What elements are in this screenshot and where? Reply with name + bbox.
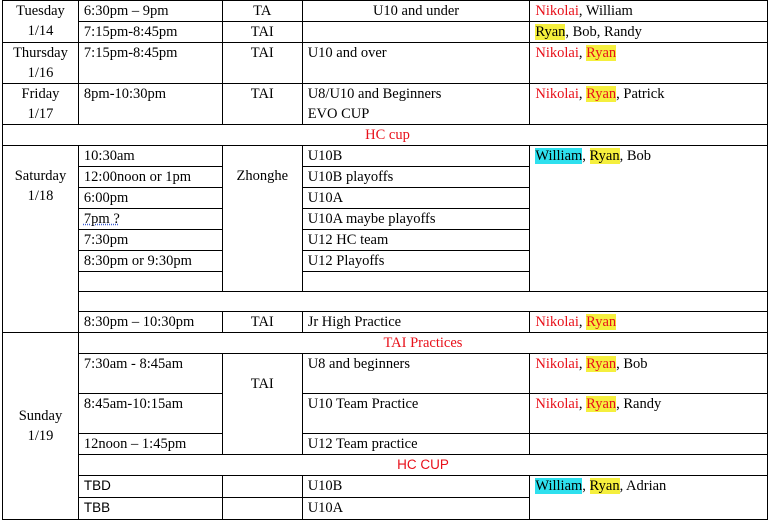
group-cell: U10B playoffs xyxy=(302,167,530,188)
location-cell: TAI xyxy=(222,43,302,84)
time-cell: 7:15pm-8:45pm xyxy=(78,22,222,43)
time-cell: TBB xyxy=(78,498,222,520)
table-row xyxy=(3,434,768,455)
time-cell: 7pm ? xyxy=(78,209,222,230)
coaches-cell: Nikolai, Ryan xyxy=(530,43,768,84)
section-header-row xyxy=(3,455,768,476)
coaches-cell: Nikolai, Ryan, Bob xyxy=(530,354,768,394)
schedule-table xyxy=(2,0,768,520)
time-cell: 6:30pm – 9pm xyxy=(78,1,222,22)
time-cell: 8:30pm – 10:30pm xyxy=(78,312,222,333)
day-cell: Sunday 1/19 xyxy=(3,333,79,520)
location-cell: TAI xyxy=(222,22,302,43)
time-cell: 12noon – 1:45pm xyxy=(78,434,222,455)
section-header-hc-cup: HC CUP xyxy=(78,455,767,476)
time-cell: 7:15pm-8:45pm xyxy=(78,43,222,84)
group-cell: U8/U10 and Beginners EVO CUP xyxy=(302,84,530,125)
location-cell: TAI xyxy=(222,312,302,333)
table-row xyxy=(3,1,768,22)
time-cell xyxy=(78,272,222,292)
coaches-cell: William, Ryan, Adrian xyxy=(530,476,768,520)
time-cell: TBD xyxy=(78,476,222,498)
group-cell: Jr High Practice xyxy=(302,312,530,333)
table-row xyxy=(3,354,768,394)
group-cell: U10 and under xyxy=(302,1,530,22)
table-row xyxy=(3,146,768,167)
time-cell: 6:00pm xyxy=(78,188,222,209)
group-cell: U10 and over xyxy=(302,43,530,84)
group-cell: U10 Team Practice xyxy=(302,394,530,434)
group-cell: U12 Team practice xyxy=(302,434,530,455)
time-cell: 8pm-10:30pm xyxy=(78,84,222,125)
group-cell: U10A xyxy=(302,188,530,209)
group-cell: U12 HC team xyxy=(302,230,530,251)
table-row xyxy=(3,312,768,333)
group-cell: U10A xyxy=(302,498,530,520)
time-cell: 7:30am - 8:45am xyxy=(78,354,222,394)
day-cell: Tuesday 1/14 xyxy=(3,1,79,43)
table-row xyxy=(3,22,768,43)
location-cell: TAI xyxy=(222,354,302,455)
table-row xyxy=(3,43,768,84)
table-row xyxy=(3,476,768,498)
coaches-cell: William, Ryan, Bob xyxy=(530,146,768,292)
table-row xyxy=(3,292,768,312)
day-cell: Friday 1/17 xyxy=(3,84,79,125)
table-row xyxy=(3,394,768,434)
blank-cell xyxy=(78,292,767,312)
location-cell xyxy=(222,498,302,520)
coaches-cell: Ryan, Bob, Randy xyxy=(530,22,768,43)
location-cell: TA xyxy=(222,1,302,22)
location-cell: Zhonghe xyxy=(222,146,302,292)
group-cell: U8 and beginners xyxy=(302,354,530,394)
coaches-cell: Nikolai, Ryan xyxy=(530,312,768,333)
time-cell: 8:30pm or 9:30pm xyxy=(78,251,222,272)
time-cell: 8:45am-10:15am xyxy=(78,394,222,434)
day-cell: Thursday 1/16 xyxy=(3,43,79,84)
coaches-cell: Nikolai, Ryan, Randy xyxy=(530,394,768,434)
section-header-row xyxy=(3,125,768,146)
time-cell: 10:30am xyxy=(78,146,222,167)
coaches-cell: Nikolai, Ryan, Patrick xyxy=(530,84,768,125)
group-cell: U12 Playoffs xyxy=(302,251,530,272)
coaches-cell xyxy=(530,434,768,455)
section-header-hc-cup: HC cup xyxy=(3,125,768,146)
group-cell: U10B xyxy=(302,146,530,167)
group-cell xyxy=(302,22,530,43)
location-cell xyxy=(222,476,302,498)
section-header-row xyxy=(3,333,768,354)
day-cell: Saturday 1/18 xyxy=(3,146,79,333)
group-cell xyxy=(302,272,530,292)
location-cell: TAI xyxy=(222,84,302,125)
group-cell: U10B xyxy=(302,476,530,498)
group-cell: U10A maybe playoffs xyxy=(302,209,530,230)
time-cell: 7:30pm xyxy=(78,230,222,251)
coaches-cell: Nikolai, William xyxy=(530,1,768,22)
time-cell: 12:00noon or 1pm xyxy=(78,167,222,188)
section-header-tai-practices: TAI Practices xyxy=(78,333,767,354)
table-row xyxy=(3,84,768,125)
